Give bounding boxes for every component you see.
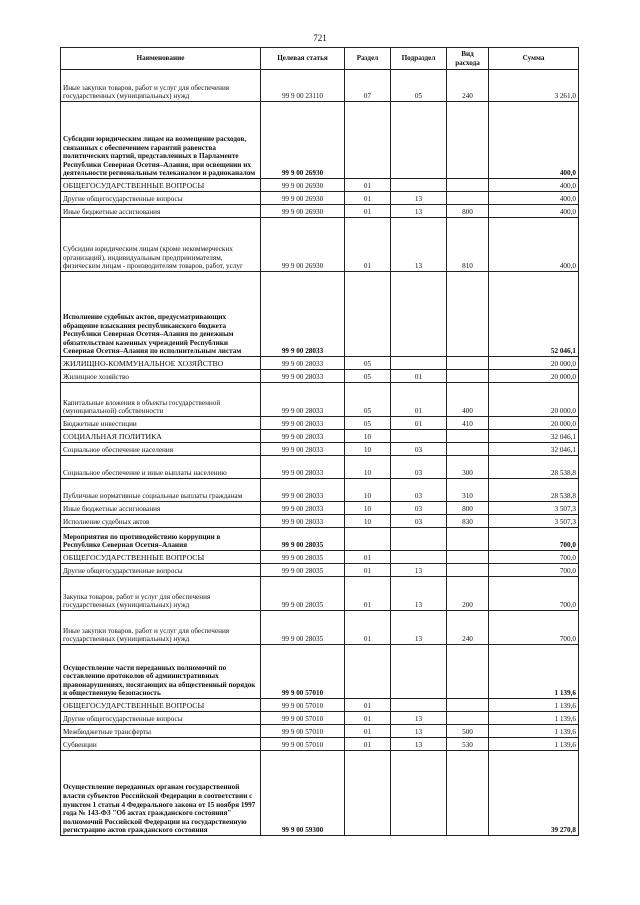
table-row: [61, 192, 579, 205]
cell-name: Закупка товаров, работ и услуг для обеспечения государственных (муниципальных) нужд: [61, 577, 261, 611]
cell-section: 05: [345, 383, 391, 417]
cell-code: 99 9 00 28033: [261, 479, 345, 502]
cell-subsection: [391, 179, 447, 192]
cell-section: 05: [345, 370, 391, 383]
cell-code: 99 9 00 28033: [261, 456, 345, 479]
table-row: [61, 738, 579, 751]
table-row: [61, 417, 579, 430]
cell-expense-type: [447, 443, 489, 456]
cell-code: 99 9 00 28035: [261, 577, 345, 611]
cell-expense-type: 800: [447, 205, 489, 218]
cell-sum: 28 538,8: [489, 456, 579, 479]
cell-expense-type: 410: [447, 417, 489, 430]
cell-expense-type: 400: [447, 383, 489, 417]
cell-code: 99 9 00 57010: [261, 712, 345, 725]
cell-expense-type: [447, 102, 489, 179]
cell-name: СОЦИАЛЬНАЯ ПОЛИТИКА: [61, 430, 261, 443]
cell-sum: 400,0: [489, 218, 579, 272]
cell-section: 01: [345, 218, 391, 272]
cell-name: Капитальные вложения в объекты государственной (муниципальной) собственности: [61, 383, 261, 417]
cell-section: 10: [345, 443, 391, 456]
header-code: Целевая статья: [261, 48, 345, 70]
cell-code: 99 9 00 28035: [261, 528, 345, 551]
cell-section: [345, 528, 391, 551]
cell-subsection: 13: [391, 218, 447, 272]
cell-name: Бюджетные инвестиции: [61, 417, 261, 430]
cell-expense-type: [447, 179, 489, 192]
cell-sum: 700,0: [489, 551, 579, 564]
header-expense-type: Вид расхода: [447, 48, 489, 70]
table-row: [61, 443, 579, 456]
cell-subsection: [391, 102, 447, 179]
cell-expense-type: [447, 645, 489, 699]
cell-name: Социальное обеспечение населения: [61, 443, 261, 456]
cell-subsection: 03: [391, 443, 447, 456]
cell-expense-type: 240: [447, 611, 489, 645]
cell-name: Осуществление переданных органам государственной власти субъектов Российской Федерации в соответствии с пунктом 1 статьи 4 Федерального закона от 15 ноября 1997 года № 143-ФЗ "Об актах гражданского состояния" полномочий Российской Федерации на государственную регистрацию актов гражданского состояния: [61, 751, 261, 836]
cell-section: 01: [345, 551, 391, 564]
cell-section: 01: [345, 725, 391, 738]
cell-sum: 20 000,0: [489, 383, 579, 417]
cell-code: 99 9 00 57010: [261, 738, 345, 751]
cell-sum: 32 046,1: [489, 430, 579, 443]
header-sum: Сумма: [489, 48, 579, 70]
cell-section: 10: [345, 479, 391, 502]
cell-sum: 1 139,6: [489, 738, 579, 751]
cell-name: Иные закупки товаров, работ и услуг для обеспечения государственных (муниципальных) нужд: [61, 70, 261, 102]
cell-name: Другие общегосударственные вопросы: [61, 564, 261, 577]
cell-code: 99 9 00 57010: [261, 645, 345, 699]
cell-subsection: [391, 551, 447, 564]
table-row: [61, 699, 579, 712]
cell-name: ОБЩЕГОСУДАРСТВЕННЫЕ ВОПРОСЫ: [61, 551, 261, 564]
cell-sum: 700,0: [489, 528, 579, 551]
table-row: [61, 272, 579, 357]
cell-sum: 1 139,6: [489, 725, 579, 738]
cell-sum: 3 261,0: [489, 70, 579, 102]
cell-subsection: [391, 699, 447, 712]
cell-name: Исполнение судебных актов, предусматривающих обращение взыскания республиканского бюджета Республики Северная Осетия–Алания по денежным обязательствам казенных учреждений Республики Северная Осетия–Алания по исполнительным листам: [61, 272, 261, 357]
table-row: [61, 551, 579, 564]
cell-sum: 1 139,6: [489, 645, 579, 699]
table-row: [61, 611, 579, 645]
cell-expense-type: [447, 712, 489, 725]
cell-name: Мероприятия по противодействию коррупции в Республике Северная Осетия–Алания: [61, 528, 261, 551]
cell-code: 99 9 00 26930: [261, 192, 345, 205]
cell-sum: 700,0: [489, 577, 579, 611]
table-row: [61, 383, 579, 417]
cell-code: 99 9 00 28033: [261, 357, 345, 370]
cell-section: 10: [345, 515, 391, 528]
cell-subsection: [391, 357, 447, 370]
table-row: [61, 564, 579, 577]
cell-expense-type: 240: [447, 70, 489, 102]
cell-code: 99 9 00 28033: [261, 383, 345, 417]
cell-sum: 32 046,1: [489, 443, 579, 456]
cell-subsection: 13: [391, 712, 447, 725]
cell-sum: 1 139,6: [489, 712, 579, 725]
cell-expense-type: [447, 370, 489, 383]
cell-section: 01: [345, 564, 391, 577]
cell-subsection: 13: [391, 564, 447, 577]
cell-sum: 39 270,8: [489, 751, 579, 836]
cell-subsection: 03: [391, 456, 447, 479]
cell-expense-type: 310: [447, 479, 489, 502]
cell-code: 99 9 00 57010: [261, 725, 345, 738]
cell-code: 99 9 00 28033: [261, 417, 345, 430]
cell-name: Осуществление части переданных полномочий по составлению протоколов об административных правонарушениях, посягающих на общественный порядок и общественную безопасность: [61, 645, 261, 699]
cell-name: Исполнение судебных актов: [61, 515, 261, 528]
cell-sum: 52 046,1: [489, 272, 579, 357]
cell-name: Публичные нормативные социальные выплаты гражданам: [61, 479, 261, 502]
header-subsection: Подраздел: [391, 48, 447, 70]
cell-subsection: [391, 645, 447, 699]
table-row: [61, 528, 579, 551]
cell-code: 99 9 00 28035: [261, 551, 345, 564]
table-row: [61, 577, 579, 611]
cell-section: 01: [345, 192, 391, 205]
cell-subsection: [391, 272, 447, 357]
table-row: [61, 479, 579, 502]
cell-subsection: 01: [391, 370, 447, 383]
cell-expense-type: [447, 430, 489, 443]
cell-subsection: 13: [391, 192, 447, 205]
cell-code: 99 9 00 57010: [261, 699, 345, 712]
cell-section: 07: [345, 70, 391, 102]
cell-name: Иные закупки товаров, работ и услуг для обеспечения государственных (муниципальных) нужд: [61, 611, 261, 645]
cell-section: 01: [345, 738, 391, 751]
cell-code: 99 9 00 59300: [261, 751, 345, 836]
cell-name: ЖИЛИЩНО-КОММУНАЛЬНОЕ ХОЗЯЙСТВО: [61, 357, 261, 370]
cell-subsection: 03: [391, 479, 447, 502]
table-header-row: [61, 48, 579, 70]
cell-expense-type: 530: [447, 738, 489, 751]
table-row: [61, 751, 579, 836]
cell-subsection: 13: [391, 725, 447, 738]
cell-section: 01: [345, 179, 391, 192]
table-row: [61, 430, 579, 443]
cell-expense-type: [447, 564, 489, 577]
cell-expense-type: [447, 192, 489, 205]
cell-sum: 700,0: [489, 611, 579, 645]
cell-name: ОБЩЕГОСУДАРСТВЕННЫЕ ВОПРОСЫ: [61, 179, 261, 192]
table-row: [61, 70, 579, 102]
table-row: [61, 712, 579, 725]
cell-name: Иные бюджетные ассигнования: [61, 205, 261, 218]
cell-code: 99 9 00 28035: [261, 564, 345, 577]
cell-name: Другие общегосударственные вопросы: [61, 712, 261, 725]
header-name: Наименование: [61, 48, 261, 70]
cell-name: Субвенции: [61, 738, 261, 751]
cell-subsection: 13: [391, 205, 447, 218]
cell-name: Социальное обеспечение и иные выплаты населению: [61, 456, 261, 479]
cell-section: 01: [345, 611, 391, 645]
cell-expense-type: [447, 528, 489, 551]
cell-code: 99 9 00 28033: [261, 370, 345, 383]
table-row: [61, 102, 579, 179]
table-row: [61, 502, 579, 515]
cell-subsection: 13: [391, 738, 447, 751]
cell-section: [345, 645, 391, 699]
cell-sum: 28 538,8: [489, 479, 579, 502]
cell-name: Жилищное хозяйство: [61, 370, 261, 383]
cell-expense-type: [447, 551, 489, 564]
cell-name: Иные бюджетные ассигнования: [61, 502, 261, 515]
table-row: [61, 456, 579, 479]
cell-section: 05: [345, 417, 391, 430]
cell-section: 10: [345, 456, 391, 479]
cell-name: Субсидии юридическим лицам на возмещение расходов, связанных с обеспечением гарантий равенства политических партий, представленных в Парламенте Республики Северная Осетия–Алания, при освещении их деятельности региональным телеканалом и радиоканалом: [61, 102, 261, 179]
table-row: [61, 218, 579, 272]
cell-section: 10: [345, 430, 391, 443]
cell-subsection: 13: [391, 577, 447, 611]
cell-name: Другие общегосударственные вопросы: [61, 192, 261, 205]
cell-code: 99 9 00 26930: [261, 205, 345, 218]
table-row: [61, 370, 579, 383]
table-row: [61, 645, 579, 699]
cell-code: 99 9 00 26930: [261, 179, 345, 192]
cell-code: 99 9 00 28033: [261, 502, 345, 515]
cell-code: 99 9 00 28033: [261, 272, 345, 357]
cell-subsection: [391, 751, 447, 836]
cell-section: 01: [345, 205, 391, 218]
cell-subsection: [391, 528, 447, 551]
cell-expense-type: 810: [447, 218, 489, 272]
cell-subsection: 03: [391, 515, 447, 528]
cell-name: Межбюджетные трансферты: [61, 725, 261, 738]
cell-expense-type: [447, 751, 489, 836]
cell-code: 99 9 00 26930: [261, 218, 345, 272]
cell-expense-type: [447, 357, 489, 370]
table-row: [61, 205, 579, 218]
cell-section: [345, 102, 391, 179]
cell-sum: 20 000,0: [489, 417, 579, 430]
cell-name: Субсидии юридическим лицам (кроме некоммерческих организаций), индивидуальным предпринимателям, физическим лицам - производителям товаров, работ, услуг: [61, 218, 261, 272]
cell-subsection: 01: [391, 383, 447, 417]
cell-expense-type: 300: [447, 456, 489, 479]
cell-sum: 400,0: [489, 102, 579, 179]
cell-section: [345, 272, 391, 357]
cell-sum: 20 000,0: [489, 370, 579, 383]
cell-sum: 400,0: [489, 179, 579, 192]
cell-sum: 400,0: [489, 192, 579, 205]
cell-code: 99 9 00 28033: [261, 430, 345, 443]
cell-subsection: [391, 430, 447, 443]
table-body: [61, 70, 579, 836]
header-section: Раздел: [345, 48, 391, 70]
cell-name: ОБЩЕГОСУДАРСТВЕННЫЕ ВОПРОСЫ: [61, 699, 261, 712]
cell-section: 01: [345, 577, 391, 611]
cell-code: 99 9 00 28033: [261, 443, 345, 456]
cell-section: 05: [345, 357, 391, 370]
cell-expense-type: 830: [447, 515, 489, 528]
table-row: [61, 357, 579, 370]
cell-sum: 20 000,0: [489, 357, 579, 370]
cell-sum: 400,0: [489, 205, 579, 218]
cell-subsection: 03: [391, 502, 447, 515]
cell-code: 99 9 00 26930: [261, 102, 345, 179]
budget-table: [60, 47, 579, 836]
table-row: [61, 725, 579, 738]
cell-subsection: 01: [391, 417, 447, 430]
cell-sum: 3 507,3: [489, 515, 579, 528]
cell-sum: 700,0: [489, 564, 579, 577]
cell-code: 99 9 00 28035: [261, 611, 345, 645]
cell-section: 10: [345, 502, 391, 515]
table-row: [61, 515, 579, 528]
cell-expense-type: [447, 272, 489, 357]
page-number: 721: [313, 33, 327, 43]
table-row: [61, 179, 579, 192]
cell-expense-type: 200: [447, 577, 489, 611]
cell-code: 99 9 00 23110: [261, 70, 345, 102]
cell-subsection: 13: [391, 611, 447, 645]
cell-section: 01: [345, 699, 391, 712]
cell-sum: 3 507,3: [489, 502, 579, 515]
cell-section: 01: [345, 712, 391, 725]
cell-sum: 1 139,6: [489, 699, 579, 712]
cell-expense-type: [447, 699, 489, 712]
cell-code: 99 9 00 28033: [261, 515, 345, 528]
cell-section: [345, 751, 391, 836]
cell-expense-type: 800: [447, 502, 489, 515]
cell-subsection: 05: [391, 70, 447, 102]
cell-expense-type: 500: [447, 725, 489, 738]
